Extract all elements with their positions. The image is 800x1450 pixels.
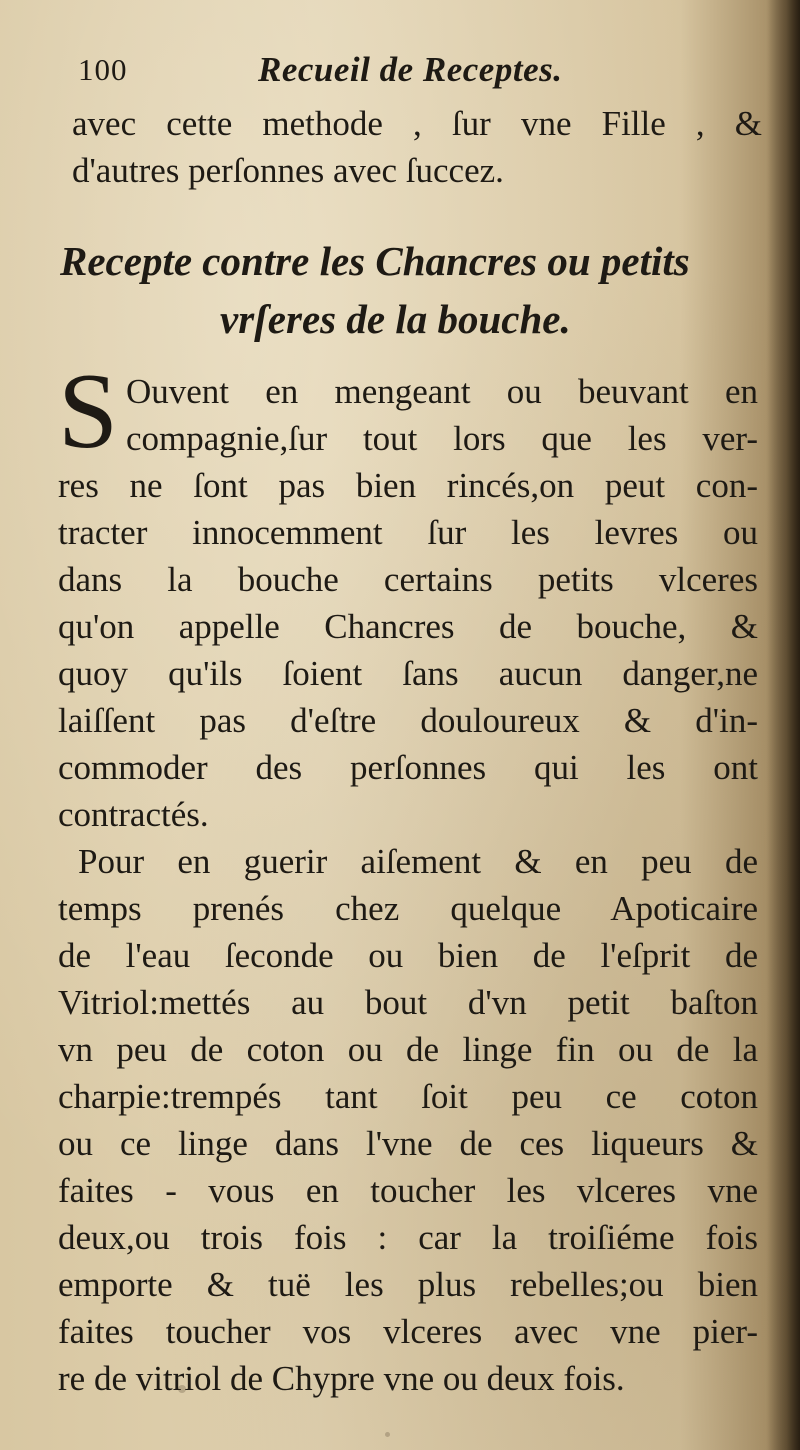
text-line: temps prenés chez quelque Apoticaire bbox=[58, 889, 758, 928]
text-line: Vitriol:mettés au bout d'vn petit baſton bbox=[58, 983, 758, 1022]
text-line: dans la bouche certains petits vlceres bbox=[58, 560, 758, 599]
text-line: avec cette methode , ſur vne Fille , & bbox=[72, 104, 762, 143]
text-line: deux,ou trois fois : car la troiſiéme fois bbox=[58, 1218, 758, 1257]
text-line: qu'on appelle Chancres de bouche, & bbox=[58, 607, 758, 646]
text-line: d'autres perſonnes avec ſuccez. bbox=[72, 151, 504, 190]
text-line: tracter innocemment ſur les levres ou bbox=[58, 513, 758, 552]
section-heading bbox=[60, 232, 760, 348]
text-line: Pour en guerir aiſement & en peu de bbox=[78, 842, 758, 881]
text-line: faites - vous en toucher les vlceres vne bbox=[58, 1171, 758, 1210]
running-head bbox=[78, 52, 718, 98]
drop-cap: S bbox=[58, 352, 119, 471]
text-line: re de vitriol de Chypre vne ou deux fois. bbox=[58, 1359, 625, 1398]
text-line: quoy qu'ils ſoient ſans aucun danger,ne bbox=[58, 654, 758, 693]
page-number: 100 bbox=[78, 52, 128, 87]
text-line: res ne ſont pas bien rincés,on peut con- bbox=[58, 466, 758, 505]
body-text bbox=[58, 368, 758, 1402]
paper-spot bbox=[178, 1385, 186, 1393]
heading-line: vrſeres de la bouche. bbox=[220, 296, 571, 342]
page-gutter-shadow bbox=[766, 0, 800, 1450]
text-line: faites toucher vos vlceres avec vne pier- bbox=[58, 1312, 758, 1351]
text-line: ou ce linge dans l'vne de ces liqueurs & bbox=[58, 1124, 758, 1163]
text-line: compagnie,ſur tout lors que les ver- bbox=[126, 419, 758, 458]
text-line: Ouvent en mengeant ou beuvant en bbox=[126, 372, 758, 411]
text-line: vn peu de coton ou de linge fin ou de la bbox=[58, 1030, 758, 1069]
text-line: commoder des perſonnes qui les ont bbox=[58, 748, 758, 787]
text-line: contractés. bbox=[58, 795, 209, 834]
text-line: de l'eau ſeconde ou bien de l'eſprit de bbox=[58, 936, 758, 975]
text-line: laiſſent pas d'eſtre douloureux & d'in- bbox=[58, 701, 758, 740]
paper-spot bbox=[385, 1432, 390, 1437]
text-line: charpie:trempés tant ſoit peu ce coton bbox=[58, 1077, 758, 1116]
intro-text bbox=[72, 100, 762, 194]
running-title: Recueil de Receptes. bbox=[258, 50, 563, 89]
text-line: emporte & tuë les plus rebelles;ou bien bbox=[58, 1265, 758, 1304]
heading-line: Recepte contre les Chancres ou petits bbox=[60, 238, 690, 284]
